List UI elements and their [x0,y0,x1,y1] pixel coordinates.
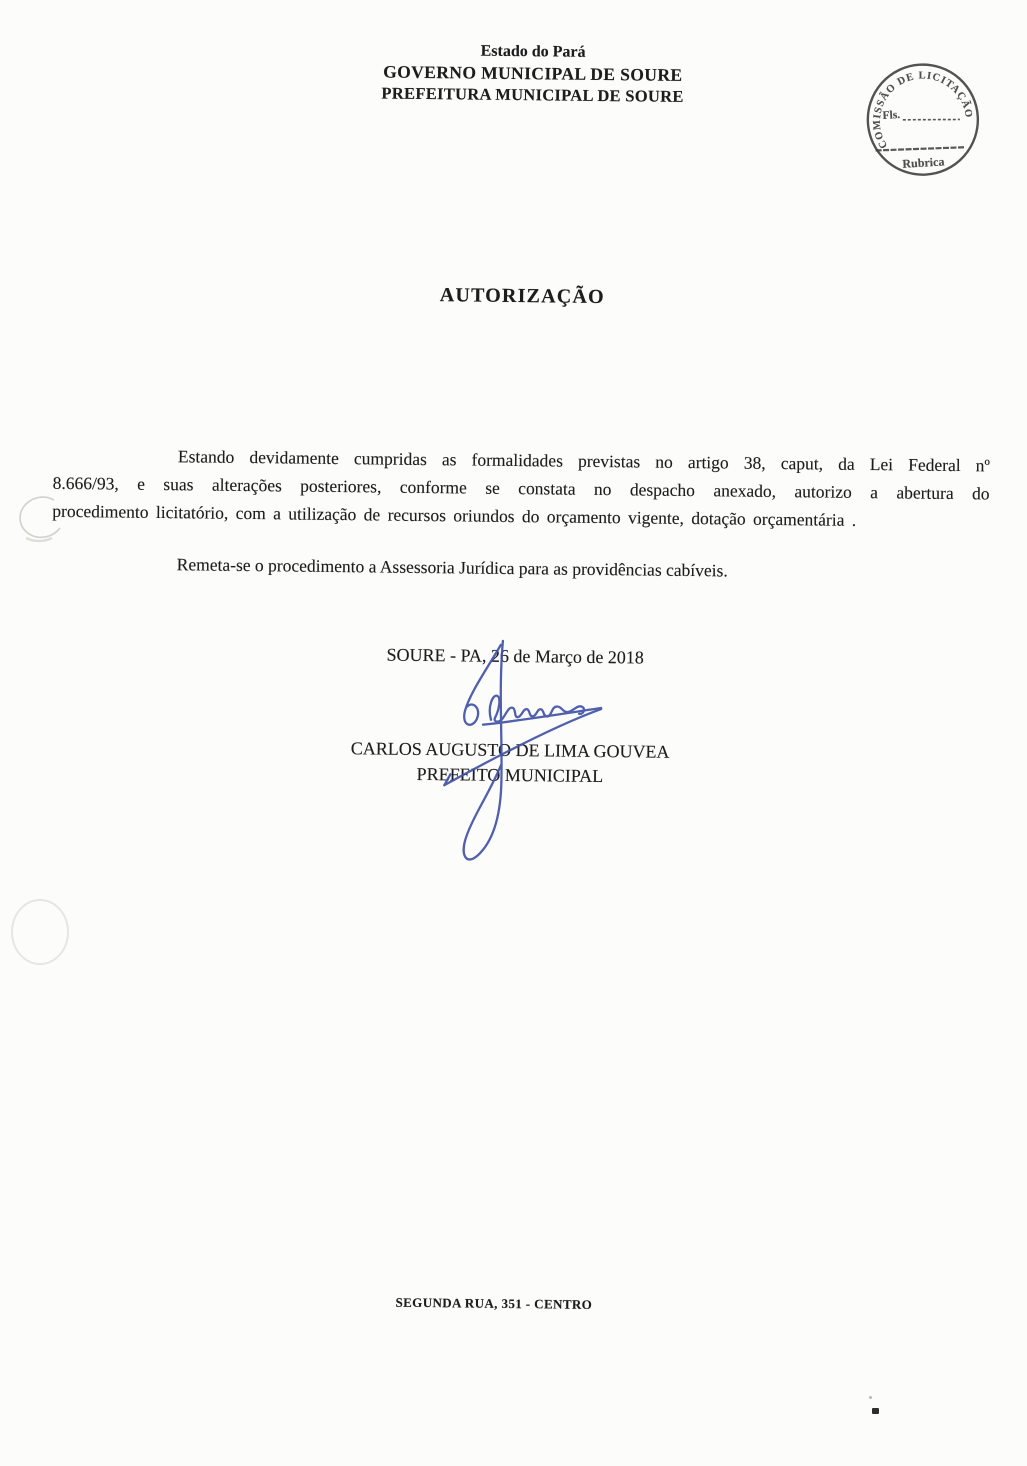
stamp-circular-text: COMISSÃO DE LICITAÇÃO [871,70,974,151]
licitacao-round-stamp [855,52,991,188]
signature-underline [483,707,601,726]
signatory-role: PREFEITO MUNICIPAL [416,763,604,787]
stamp-fls-dotted-line [903,116,960,122]
paragraph1-line2: 8.666/93, e suas alterações posteriores, conforme se constata no despacho anexado, autorizo a abertura do [52,472,990,504]
stamp-rubrica-label: Rubrica [901,154,945,171]
footer-address: SEGUNDA RUA, 351 - CENTRO [395,1294,593,1312]
body-paragraph-2: Remeta-se o procedimento a Assessoria Jurídica para as providências cabíveis. [176,554,728,581]
stamp-fls-label: Fls. [882,108,901,122]
body-paragraph-1 [52,441,990,536]
letterhead-government-line: GOVERNO MUNICIPAL DE SOURE [383,61,683,85]
letterhead-state-line: Estado do Pará [480,42,586,61]
date-line: SOURE - PA, 26 de Março de 2018 [386,644,644,668]
signatory-block [0,732,1022,794]
document-title: AUTORIZAÇÃO [439,284,605,309]
signatory-name: CARLOS AUGUSTO DE LIMA GOUVEA [350,738,670,762]
paragraph1-line1: Estando devidamente cumpridas as formalidades previstas no artigo 38, caput, da Lei Federal nº [177,446,991,476]
stamp-rubrica-line [876,145,965,152]
signature-squiggle [490,696,584,723]
letterhead-prefecture-line: PREFEITURA MUNICIPAL DE SOURE [381,83,684,106]
paragraph1-line3: procedimento licitatório, com a utilização de recursos oriundos do orçamento vigente, dotação orçamentária . [52,500,857,530]
